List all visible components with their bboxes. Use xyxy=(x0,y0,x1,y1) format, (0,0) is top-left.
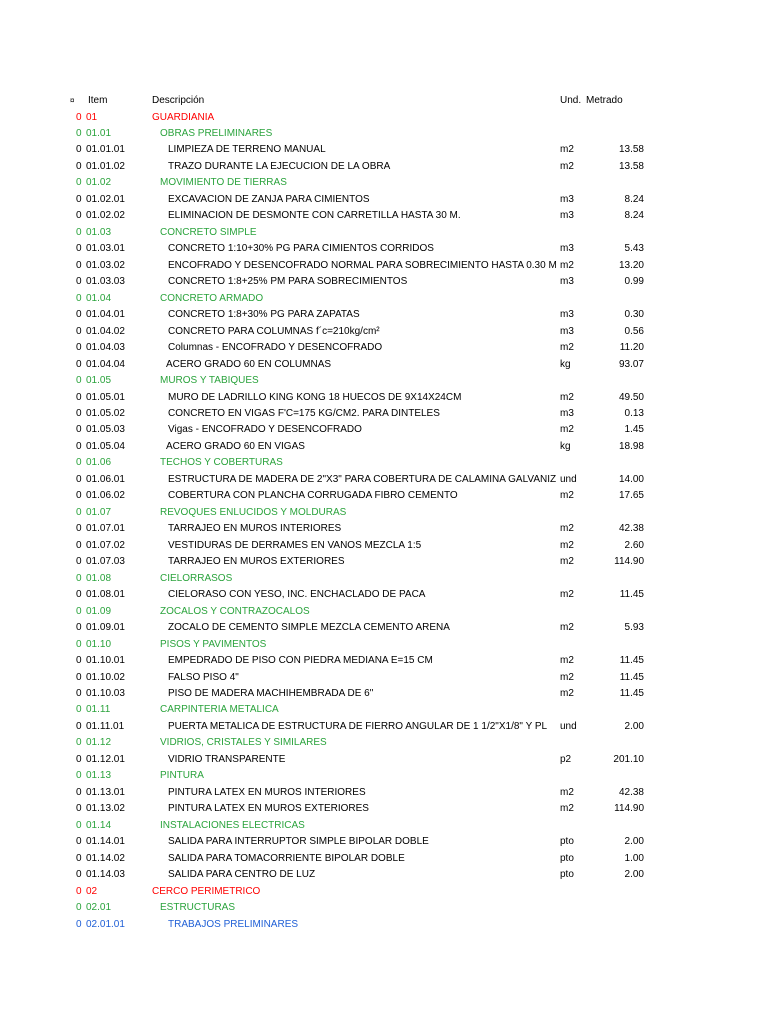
row-unit: m2 xyxy=(560,671,574,683)
row-zero: 0 xyxy=(76,803,82,815)
row-quantity: 14.00 xyxy=(618,473,644,485)
row-description: PISO DE MADERA MACHIHEMBRADA DE 6" xyxy=(168,687,374,699)
row-zero: 0 xyxy=(76,671,82,683)
row-description: ZOCALOS Y CONTRAZOCALOS xyxy=(160,605,310,617)
row-item-code: 01.07.03 xyxy=(86,556,125,568)
row-quantity: 1.00 xyxy=(624,852,644,864)
row-zero: 0 xyxy=(76,309,82,321)
row-item-code: 01.10.03 xyxy=(86,687,125,699)
table-row xyxy=(0,851,768,867)
row-description: CONCRETO 1:8+30% PG PARA ZAPATAS xyxy=(168,309,360,321)
row-item-code: 02 xyxy=(86,885,98,897)
table-row xyxy=(0,702,768,718)
row-zero: 0 xyxy=(76,424,82,436)
table-header xyxy=(0,93,768,109)
table-row xyxy=(0,110,768,126)
row-zero: 0 xyxy=(76,160,82,172)
row-item-code: 01.06 xyxy=(86,457,112,469)
row-unit: m2 xyxy=(560,523,574,535)
row-zero: 0 xyxy=(76,259,82,271)
row-description: COBERTURA CON PLANCHA CORRUGADA FIBRO CEMENTO xyxy=(168,490,458,502)
row-quantity: 114.90 xyxy=(614,556,644,568)
row-quantity: 11.45 xyxy=(619,687,644,699)
table-row xyxy=(0,142,768,158)
row-zero: 0 xyxy=(76,737,82,749)
row-description: CIELORRASOS xyxy=(160,572,233,584)
row-quantity: 201.10 xyxy=(613,753,644,765)
row-description: CONCRETO PARA COLUMNAS f´c=210kg/cm² xyxy=(168,325,380,337)
row-quantity: 0.13 xyxy=(624,408,644,419)
row-item-code: 01.04.01 xyxy=(86,309,125,321)
row-zero: 0 xyxy=(76,408,82,419)
row-zero: 0 xyxy=(76,226,82,238)
row-zero: 0 xyxy=(76,852,82,864)
row-description: MURO DE LADRILLO KING KONG 18 HUECOS DE 9X14X24CM xyxy=(168,391,462,403)
row-zero: 0 xyxy=(76,391,82,403)
row-quantity: 2.00 xyxy=(624,720,644,732)
table-row xyxy=(0,521,768,537)
row-description: CERCO PERIMETRICO xyxy=(152,885,261,897)
row-item-code: 01.05.04 xyxy=(86,440,125,452)
table-row xyxy=(0,505,768,521)
row-description: PISOS Y PAVIMENTOS xyxy=(160,638,267,650)
row-description: ACERO GRADO 60 EN COLUMNAS xyxy=(166,358,332,370)
table-row xyxy=(0,175,768,191)
row-quantity: 0.30 xyxy=(624,309,644,321)
row-zero: 0 xyxy=(76,704,82,716)
table-row xyxy=(0,818,768,834)
row-description: PINTURA LATEX EN MUROS INTERIORES xyxy=(168,786,366,798)
row-zero: 0 xyxy=(76,325,82,337)
table-row xyxy=(0,637,768,653)
row-item-code: 01.13 xyxy=(86,770,112,782)
row-zero: 0 xyxy=(76,128,82,139)
row-item-code: 01.01.01 xyxy=(86,144,125,156)
row-description: REVOQUES ENLUCIDOS Y MOLDURAS xyxy=(160,506,347,518)
table-row xyxy=(0,439,768,455)
table-row xyxy=(0,735,768,751)
row-description: EXCAVACION DE ZANJA PARA CIMIENTOS xyxy=(168,193,370,205)
row-zero: 0 xyxy=(76,819,82,831)
row-item-code: 01.04.03 xyxy=(86,342,125,354)
row-item-code: 02.01.01 xyxy=(86,918,125,930)
row-unit: m3 xyxy=(560,408,574,419)
row-item-code: 01.03.03 xyxy=(86,276,125,288)
header-item: Item xyxy=(88,95,108,106)
row-quantity: 11.45 xyxy=(619,671,644,683)
table-row xyxy=(0,900,768,916)
row-item-code: 01.03 xyxy=(86,226,112,238)
table-row xyxy=(0,258,768,274)
table-row xyxy=(0,406,768,422)
row-zero: 0 xyxy=(76,473,82,485)
row-quantity: 13.58 xyxy=(618,144,644,156)
row-zero: 0 xyxy=(76,523,82,535)
table-row xyxy=(0,653,768,669)
row-zero: 0 xyxy=(76,720,82,732)
row-zero: 0 xyxy=(76,292,82,304)
table-row xyxy=(0,917,768,933)
row-zero: 0 xyxy=(76,786,82,798)
row-zero: 0 xyxy=(76,539,82,551)
row-unit: und xyxy=(560,473,577,485)
table-row xyxy=(0,884,768,900)
row-description: CONCRETO SIMPLE xyxy=(160,226,257,238)
row-item-code: 01.05 xyxy=(86,375,112,386)
row-unit: m2 xyxy=(560,160,574,172)
row-quantity: 11.20 xyxy=(619,342,644,354)
table-row xyxy=(0,752,768,768)
row-zero: 0 xyxy=(76,177,82,189)
row-description: INSTALACIONES ELECTRICAS xyxy=(160,819,305,831)
row-description: EMPEDRADO DE PISO CON PIEDRA MEDIANA E=15 CM xyxy=(168,655,433,666)
table-row xyxy=(0,307,768,323)
row-zero: 0 xyxy=(76,655,82,666)
row-description: CONCRETO 1:10+30% PG PARA CIMIENTOS CORRIDOS xyxy=(168,243,434,255)
row-item-code: 01.03.02 xyxy=(86,259,125,271)
row-description: VIDRIO TRANSPARENTE xyxy=(168,753,286,765)
row-quantity: 17.65 xyxy=(618,490,644,502)
row-unit: pto xyxy=(560,852,574,864)
table-row xyxy=(0,670,768,686)
row-quantity: 42.38 xyxy=(618,523,644,535)
table-row xyxy=(0,291,768,307)
table-row xyxy=(0,686,768,702)
table-row xyxy=(0,274,768,290)
row-unit: m2 xyxy=(560,655,574,666)
row-zero: 0 xyxy=(76,440,82,452)
row-quantity: 11.45 xyxy=(619,589,644,601)
table-row xyxy=(0,785,768,801)
row-description: TECHOS Y COBERTURAS xyxy=(160,457,283,469)
row-zero: 0 xyxy=(76,770,82,782)
table-row xyxy=(0,472,768,488)
row-item-code: 01.10 xyxy=(86,638,112,650)
row-description: ELIMINACION DE DESMONTE CON CARRETILLA HASTA 30 M. xyxy=(168,210,461,222)
row-item-code: 01.09 xyxy=(86,605,112,617)
row-zero: 0 xyxy=(76,144,82,156)
table-row xyxy=(0,340,768,356)
row-item-code: 01.02.01 xyxy=(86,193,125,205)
row-unit: kg xyxy=(560,358,571,370)
row-item-code: 01.07.01 xyxy=(86,523,125,535)
table-row xyxy=(0,834,768,850)
table-row xyxy=(0,241,768,257)
row-description: PUERTA METALICA DE ESTRUCTURA DE FIERRO ANGULAR DE 1 1/2"X1/8" Y PL xyxy=(168,720,548,732)
row-unit: m2 xyxy=(560,622,574,634)
row-quantity: 2.60 xyxy=(624,539,644,551)
row-item-code: 01.06.02 xyxy=(86,490,125,502)
row-description: ENCOFRADO Y DESENCOFRADO NORMAL PARA SOBRECIMIENTO HASTA 0.30 M xyxy=(168,259,557,271)
row-zero: 0 xyxy=(76,572,82,584)
table-row xyxy=(0,538,768,554)
row-zero: 0 xyxy=(76,556,82,568)
row-quantity: 114.90 xyxy=(614,803,644,815)
row-item-code: 01.14.02 xyxy=(86,852,125,864)
row-item-code: 01.11 xyxy=(86,704,111,716)
row-unit: p2 xyxy=(560,753,572,765)
table-row xyxy=(0,455,768,471)
row-description: OBRAS PRELIMINARES xyxy=(160,128,273,139)
header-quantity: Metrado xyxy=(586,95,623,106)
table-row xyxy=(0,867,768,883)
row-description: Vigas - ENCOFRADO Y DESENCOFRADO xyxy=(168,424,362,436)
table-row xyxy=(0,422,768,438)
row-zero: 0 xyxy=(76,276,82,288)
row-quantity: 11.45 xyxy=(619,655,644,666)
row-zero: 0 xyxy=(76,589,82,601)
row-item-code: 01.05.01 xyxy=(86,391,125,403)
header-description: Descripción xyxy=(152,95,205,106)
row-unit: und xyxy=(560,720,577,732)
row-zero: 0 xyxy=(76,753,82,765)
row-item-code: 01.03.01 xyxy=(86,243,125,255)
row-item-code: 01.10.02 xyxy=(86,671,125,683)
row-description: MOVIMIENTO DE TIERRAS xyxy=(160,177,287,189)
row-quantity: 2.00 xyxy=(624,836,644,848)
row-unit: m2 xyxy=(560,803,574,815)
row-zero: 0 xyxy=(76,375,82,386)
row-description: MUROS Y TABIQUES xyxy=(160,375,259,386)
row-description: PINTURA LATEX EN MUROS EXTERIORES xyxy=(168,803,369,815)
row-description: SALIDA PARA CENTRO DE LUZ xyxy=(168,869,316,881)
row-quantity: 18.98 xyxy=(618,440,644,452)
row-quantity: 49.50 xyxy=(618,391,644,403)
row-unit: m2 xyxy=(560,687,574,699)
row-item-code: 01.14 xyxy=(86,819,112,831)
table-row xyxy=(0,208,768,224)
row-item-code: 01.04.02 xyxy=(86,325,125,337)
row-unit: m3 xyxy=(560,193,574,205)
row-unit: m2 xyxy=(560,342,574,354)
row-item-code: 01.09.01 xyxy=(86,622,125,634)
row-quantity: 5.43 xyxy=(624,243,644,255)
row-description: LIMPIEZA DE TERRENO MANUAL xyxy=(168,144,326,156)
row-item-code: 01.13.01 xyxy=(86,786,125,798)
row-unit: m2 xyxy=(560,259,574,271)
table-row xyxy=(0,126,768,142)
row-description: FALSO PISO 4" xyxy=(168,671,239,683)
row-unit: m2 xyxy=(560,391,574,403)
row-item-code: 01.01.02 xyxy=(86,160,125,172)
table-row xyxy=(0,801,768,817)
row-description: TARRAJEO EN MUROS EXTERIORES xyxy=(168,556,345,568)
row-unit: m2 xyxy=(560,589,574,601)
row-quantity: 1.45 xyxy=(624,424,644,436)
row-unit: pto xyxy=(560,869,574,881)
row-zero: 0 xyxy=(76,638,82,650)
row-unit: m3 xyxy=(560,325,574,337)
row-item-code: 01.08.01 xyxy=(86,589,125,601)
row-quantity: 5.93 xyxy=(624,622,644,634)
row-unit: m3 xyxy=(560,309,574,321)
table-row xyxy=(0,620,768,636)
header-unit: Und. xyxy=(560,95,582,106)
row-quantity: 13.20 xyxy=(618,259,644,271)
row-zero: 0 xyxy=(76,243,82,255)
row-zero: 0 xyxy=(76,358,82,370)
row-description: TARRAJEO EN MUROS INTERIORES xyxy=(168,523,342,535)
row-item-code: 01.11.01 xyxy=(86,720,125,732)
row-item-code: 01.10.01 xyxy=(86,655,125,666)
row-description: ACERO GRADO 60 EN VIGAS xyxy=(166,440,305,452)
row-item-code: 01.08 xyxy=(86,572,112,584)
table-row xyxy=(0,225,768,241)
row-description: ESTRUCTURA DE MADERA DE 2"X3" PARA COBERTURA DE CALAMINA GALVANIZ xyxy=(168,473,557,485)
row-description: TRAZO DURANTE LA EJECUCION DE LA OBRA xyxy=(168,160,391,172)
row-quantity: 93.07 xyxy=(618,358,644,370)
row-zero: 0 xyxy=(76,210,82,222)
row-quantity: 42.38 xyxy=(618,786,644,798)
table-row xyxy=(0,373,768,389)
row-quantity: 8.24 xyxy=(624,210,644,222)
row-zero: 0 xyxy=(76,342,82,354)
table-row xyxy=(0,554,768,570)
row-item-code: 01.05.02 xyxy=(86,408,125,419)
row-item-code: 02.01 xyxy=(86,902,112,914)
row-unit: m3 xyxy=(560,276,574,288)
row-zero: 0 xyxy=(76,869,82,881)
table-row xyxy=(0,192,768,208)
row-item-code: 01.14.01 xyxy=(86,836,125,848)
row-unit: m3 xyxy=(560,210,574,222)
row-description: CARPINTERIA METALICA xyxy=(160,704,279,716)
row-description: Columnas - ENCOFRADO Y DESENCOFRADO xyxy=(168,342,383,354)
row-unit: kg xyxy=(560,440,571,452)
row-item-code: 01.06.01 xyxy=(86,473,125,485)
row-quantity: 0.56 xyxy=(624,325,644,337)
row-item-code: 01.14.03 xyxy=(86,869,125,881)
row-unit: m2 xyxy=(560,786,574,798)
table-row xyxy=(0,768,768,784)
row-description: CONCRETO EN VIGAS F'C=175 KG/CM2. PARA DINTELES xyxy=(168,408,440,419)
row-item-code: 01.05.03 xyxy=(86,424,125,436)
table-row xyxy=(0,571,768,587)
row-item-code: 01.12.01 xyxy=(86,753,125,765)
row-unit: pto xyxy=(560,836,574,848)
row-quantity: 8.24 xyxy=(624,193,644,205)
row-zero: 0 xyxy=(76,193,82,205)
row-item-code: 01 xyxy=(86,111,98,123)
row-item-code: 01.01 xyxy=(86,128,112,139)
row-unit: m2 xyxy=(560,424,574,436)
row-description: VIDRIOS, CRISTALES Y SIMILARES xyxy=(160,737,327,749)
table-row xyxy=(0,390,768,406)
row-description: GUARDIANIA xyxy=(152,111,215,123)
row-quantity: 0.99 xyxy=(624,276,644,288)
row-zero: 0 xyxy=(76,506,82,518)
header-symbol: ¤ xyxy=(70,96,75,105)
row-item-code: 01.04.04 xyxy=(86,358,125,370)
row-item-code: 01.07.02 xyxy=(86,539,125,551)
row-description: SALIDA PARA TOMACORRIENTE BIPOLAR DOBLE xyxy=(168,852,405,864)
row-description: SALIDA PARA INTERRUPTOR SIMPLE BIPOLAR DOBLE xyxy=(168,836,429,848)
row-description: PINTURA xyxy=(160,770,204,782)
row-unit: m2 xyxy=(560,539,574,551)
row-zero: 0 xyxy=(76,918,82,930)
row-item-code: 01.02.02 xyxy=(86,210,125,222)
row-description: CONCRETO ARMADO xyxy=(160,292,264,304)
row-zero: 0 xyxy=(76,605,82,617)
row-description: TRABAJOS PRELIMINARES xyxy=(168,918,299,930)
row-quantity: 2.00 xyxy=(624,869,644,881)
row-item-code: 01.02 xyxy=(86,177,112,189)
table-row xyxy=(0,357,768,373)
row-zero: 0 xyxy=(76,490,82,502)
row-description: CIELORASO CON YESO, INC. ENCHACLADO DE PACA xyxy=(168,589,426,601)
row-description: CONCRETO 1:8+25% PM PARA SOBRECIMIENTOS xyxy=(168,276,408,288)
row-unit: m2 xyxy=(560,556,574,568)
table-row xyxy=(0,587,768,603)
row-unit: m3 xyxy=(560,243,574,255)
table-row xyxy=(0,719,768,735)
row-zero: 0 xyxy=(76,622,82,634)
row-item-code: 01.13.02 xyxy=(86,803,125,815)
row-item-code: 01.07 xyxy=(86,506,112,518)
row-description: ZOCALO DE CEMENTO SIMPLE MEZCLA CEMENTO ARENA xyxy=(168,622,450,634)
table-row xyxy=(0,159,768,175)
row-item-code: 01.04 xyxy=(86,292,112,304)
row-description: ESTRUCTURAS xyxy=(160,902,236,914)
row-zero: 0 xyxy=(76,902,82,914)
row-zero: 0 xyxy=(76,885,82,897)
row-unit: m2 xyxy=(560,144,574,156)
row-quantity: 13.58 xyxy=(618,160,644,172)
table-row xyxy=(0,604,768,620)
row-zero: 0 xyxy=(76,111,82,123)
table-row xyxy=(0,324,768,340)
row-zero: 0 xyxy=(76,687,82,699)
row-zero: 0 xyxy=(76,836,82,848)
row-unit: m2 xyxy=(560,490,574,502)
row-description: VESTIDURAS DE DERRAMES EN VANOS MEZCLA 1:5 xyxy=(168,539,422,551)
table-row xyxy=(0,488,768,504)
row-item-code: 01.12 xyxy=(86,737,112,749)
row-zero: 0 xyxy=(76,457,82,469)
